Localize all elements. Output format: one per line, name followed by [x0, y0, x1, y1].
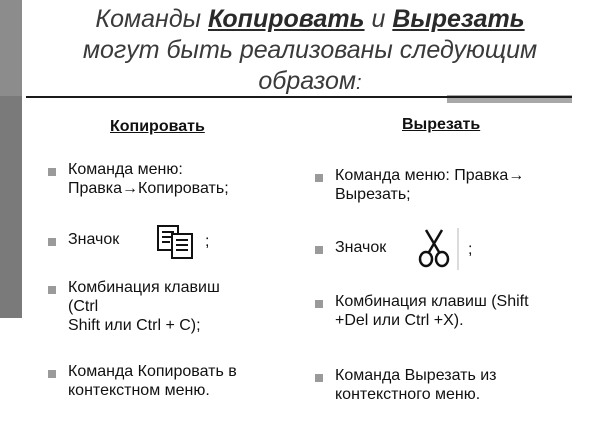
title-line2: могут быть реализованы следующим: [82, 36, 538, 64]
cut-item-shortcut-line2: +Del или Ctrl +X).: [335, 312, 464, 329]
bullet-marker: [48, 168, 56, 176]
copy-heading: Копировать: [110, 118, 205, 135]
slide-title: [30, 4, 590, 99]
copy-item-icon-label: [68, 230, 119, 249]
bullet-marker: [48, 286, 56, 294]
left-decor-bar-top: [0, 0, 22, 96]
bullet-marker: [48, 238, 56, 246]
title-line3: образом: [258, 67, 357, 95]
scissors-icon: [412, 226, 462, 272]
copy-item-shortcut: [68, 278, 220, 335]
copy-item-context-line2: контекстном меню.: [68, 382, 210, 399]
title-part1: Команды: [95, 5, 208, 33]
bullet-marker: [315, 246, 323, 254]
cut-item-shortcut: [335, 292, 529, 330]
cut-item-context-line2: контекстного меню.: [335, 386, 481, 403]
title-colon: :: [356, 72, 362, 94]
title-cut-word: Вырезать: [392, 5, 525, 33]
cut-item-icon-label: [335, 238, 386, 257]
bullet-marker: [315, 374, 323, 382]
title-rule: [26, 96, 572, 98]
cut-item-menu-line2: Вырезать;: [335, 186, 411, 203]
cut-item-context-line1: Команда Вырезать из: [335, 367, 497, 384]
copy-item-shortcut-line1: Комбинация клавиш: [68, 279, 220, 296]
copy-item-shortcut-line2: (Ctrl: [68, 298, 99, 315]
copy-item-icon-text: Значок: [68, 231, 120, 248]
title-and: и: [364, 5, 393, 33]
cut-item-icon-suffix: ;: [468, 241, 473, 258]
copy-item-menu: [68, 160, 229, 198]
cut-item-icon-text: Значок: [335, 239, 387, 256]
copy-item-shortcut-line3: Shift или Ctrl + C);: [68, 317, 201, 334]
copy-item-menu-line2: Правка→Копировать;: [68, 180, 229, 197]
copy-icon: [156, 224, 196, 260]
bullet-marker: [315, 174, 323, 182]
cut-item-menu-line1: Команда меню: Правка→: [335, 167, 525, 184]
cut-heading: Вырезать: [402, 116, 481, 133]
copy-item-menu-line1: Команда меню:: [68, 161, 183, 178]
title-copy-word: Копировать: [207, 5, 365, 33]
copy-item-icon-suffix: ;: [205, 233, 210, 250]
bullet-marker: [315, 300, 323, 308]
copy-item-context: [68, 362, 237, 400]
cut-item-context: [335, 366, 497, 404]
cut-item-shortcut-line1: Комбинация клавиш (Shift: [335, 293, 529, 310]
copy-item-context-line1: Команда Копировать в: [68, 363, 237, 380]
bullet-marker: [48, 370, 56, 378]
cut-item-menu: [335, 166, 524, 204]
